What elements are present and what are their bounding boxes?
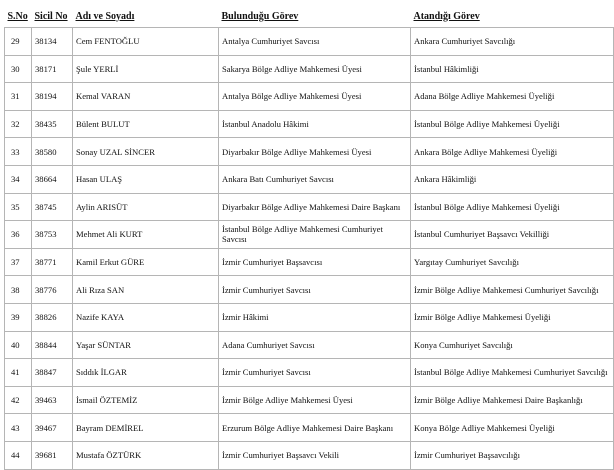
cell-current-position — [219, 276, 411, 304]
cell-sno-text: 31 — [11, 91, 20, 102]
cell-sno-text: 35 — [11, 201, 20, 212]
cell-sicil — [32, 110, 73, 138]
cell-appointed-position-text: İzmir Bölge Adliye Mahkemesi Cumhuriyet Savcılığı — [414, 284, 599, 295]
cell-sicil — [32, 331, 73, 359]
cell-sicil-text: 38776 — [35, 284, 57, 295]
cell-sno-text: 42 — [11, 395, 20, 406]
table-row — [5, 83, 614, 111]
table-row — [5, 414, 614, 442]
cell-name-text: Sonay UZAL SİNCER — [76, 146, 155, 157]
cell-sicil-text: 39463 — [35, 395, 57, 406]
cell-current-position — [219, 331, 411, 359]
cell-sno — [5, 83, 32, 111]
cell-sicil-text: 38753 — [35, 229, 57, 240]
cell-sicil-text: 38664 — [35, 174, 57, 185]
cell-current-position-text: İstanbul Anadolu Hâkimi — [222, 119, 309, 130]
cell-current-position-text: Ankara Batı Cumhuriyet Savcısı — [222, 174, 334, 185]
cell-sicil-text: 38771 — [35, 257, 57, 268]
table-row — [5, 110, 614, 138]
table-row — [5, 276, 614, 304]
cell-name — [73, 276, 219, 304]
cell-name-text: Sıddık İLGAR — [76, 367, 127, 378]
cell-sno-text: 38 — [11, 284, 20, 295]
cell-appointed-position-text: İzmir Cumhuriyet Başsavcılığı — [414, 450, 520, 461]
cell-sicil — [32, 193, 73, 221]
table-row — [5, 386, 614, 414]
cell-name-text: Cem FENTOĞLU — [76, 36, 140, 47]
cell-current-position — [219, 28, 411, 56]
cell-sno — [5, 221, 32, 249]
cell-appointed-position-text: İstanbul Cumhuriyet Başsavcı Vekilliği — [414, 229, 550, 240]
cell-current-position — [219, 110, 411, 138]
cell-name — [73, 110, 219, 138]
cell-sicil — [32, 138, 73, 166]
cell-appointed-position — [411, 28, 614, 56]
cell-current-position-text: Antalya Cumhuriyet Savcısı — [222, 36, 320, 47]
cell-name — [73, 221, 219, 249]
cell-sicil — [32, 359, 73, 387]
cell-sno-text: 39 — [11, 312, 20, 323]
cell-sicil-text: 38194 — [35, 91, 57, 102]
cell-sicil — [32, 83, 73, 111]
table-row — [5, 248, 614, 276]
cell-current-position-text: Antalya Bölge Adliye Mahkemesi Üyesi — [222, 91, 362, 102]
cell-current-position — [219, 303, 411, 331]
cell-current-position — [219, 83, 411, 111]
cell-current-position-text: Erzurum Bölge Adliye Mahkemesi Daire Başkanı — [222, 422, 394, 433]
cell-appointed-position — [411, 303, 614, 331]
cell-current-position — [219, 359, 411, 387]
cell-sicil — [32, 221, 73, 249]
cell-appointed-position — [411, 248, 614, 276]
cell-name-text: Bayram DEMİREL — [76, 422, 144, 433]
cell-appointed-position — [411, 110, 614, 138]
cell-name-text: Aylin ARISÜT — [76, 201, 128, 212]
cell-current-position-text: İzmir Cumhuriyet Başsavcı Vekili — [222, 450, 340, 461]
cell-appointed-position-text: Adana Bölge Adliye Mahkemesi Üyeliği — [414, 91, 555, 102]
cell-appointed-position-text: İzmir Bölge Adliye Mahkemesi Daire Başkanlığı — [414, 395, 583, 406]
cell-appointed-position-text: İstanbul Hâkimliği — [414, 63, 479, 74]
cell-sno — [5, 386, 32, 414]
cell-sno-text: 30 — [11, 63, 20, 74]
cell-name — [73, 193, 219, 221]
cell-sicil-text: 38171 — [35, 63, 57, 74]
cell-sno — [5, 28, 32, 56]
cell-appointed-position — [411, 359, 614, 387]
cell-sicil — [32, 28, 73, 56]
cell-name-text: İsmail ÖZTEMİZ — [76, 395, 138, 406]
cell-name — [73, 83, 219, 111]
cell-name-text: Kamil Erkut GÜRE — [76, 257, 145, 268]
cell-name — [73, 248, 219, 276]
cell-current-position-text: Adana Cumhuriyet Savcısı — [222, 339, 315, 350]
cell-sno-text: 43 — [11, 422, 20, 433]
cell-current-position-text: İzmir Cumhuriyet Savcısı — [222, 284, 311, 295]
cell-sicil — [32, 386, 73, 414]
cell-sno-text: 29 — [11, 36, 20, 47]
cell-current-position — [219, 386, 411, 414]
cell-sicil-text: 38745 — [35, 201, 57, 212]
cell-sno — [5, 165, 32, 193]
cell-current-position — [219, 193, 411, 221]
cell-name-text: Şule YERLİ — [76, 63, 119, 74]
cell-sicil-text: 38844 — [35, 339, 57, 350]
cell-sno — [5, 55, 32, 83]
cell-name — [73, 55, 219, 83]
header-appointed-position: Atandığı Görev — [413, 10, 480, 22]
cell-name — [73, 331, 219, 359]
cell-current-position — [219, 138, 411, 166]
cell-current-position — [219, 165, 411, 193]
appointments-table — [4, 5, 614, 470]
cell-appointed-position-text: İstanbul Bölge Adliye Mahkemesi Cumhuriyet Savcılığı — [414, 367, 608, 378]
cell-sicil-text: 38847 — [35, 367, 57, 378]
header-row — [5, 5, 614, 28]
header-current-position: Bulunduğu Görev — [221, 10, 299, 22]
cell-sicil-text: 39681 — [35, 450, 57, 461]
table-row — [5, 221, 614, 249]
cell-name — [73, 303, 219, 331]
table-row — [5, 165, 614, 193]
cell-sno-text: 44 — [11, 450, 20, 461]
cell-name — [73, 386, 219, 414]
cell-appointed-position — [411, 193, 614, 221]
cell-name — [73, 414, 219, 442]
cell-appointed-position — [411, 138, 614, 166]
cell-name-text: Nazife KAYA — [76, 312, 125, 323]
cell-name-text: Mehmet Ali KURT — [76, 229, 143, 240]
cell-sno-text: 33 — [11, 146, 20, 157]
table-body — [5, 28, 614, 470]
cell-appointed-position — [411, 165, 614, 193]
cell-appointed-position-text: İzmir Bölge Adliye Mahkemesi Üyeliği — [414, 312, 551, 323]
table-row — [5, 55, 614, 83]
cell-name-text: Mustafa ÖZTÜRK — [76, 450, 142, 461]
cell-sno-text: 34 — [11, 174, 20, 185]
cell-appointed-position-text: İstanbul Bölge Adliye Mahkemesi Üyeliği — [414, 201, 560, 212]
cell-current-position-text: Sakarya Bölge Adliye Mahkemesi Üyesi — [222, 63, 362, 74]
cell-name-text: Bülent BULUT — [76, 119, 130, 130]
cell-sicil — [32, 276, 73, 304]
cell-sicil — [32, 165, 73, 193]
cell-sicil — [32, 414, 73, 442]
header-sno: S.No — [7, 10, 28, 22]
cell-appointed-position — [411, 221, 614, 249]
cell-sicil — [32, 303, 73, 331]
cell-current-position-text: Diyarbakır Bölge Adliye Mahkemesi Üyesi — [222, 146, 372, 157]
table-row — [5, 193, 614, 221]
cell-sno — [5, 138, 32, 166]
cell-sicil-text: 38435 — [35, 119, 57, 130]
table-row — [5, 138, 614, 166]
cell-current-position — [219, 221, 411, 249]
cell-sno — [5, 193, 32, 221]
cell-name-text: Ali Rıza SAN — [76, 284, 125, 295]
cell-sno — [5, 414, 32, 442]
cell-sicil-text: 38580 — [35, 146, 57, 157]
cell-sno-text: 32 — [11, 119, 20, 130]
cell-current-position-text: İzmir Hâkimi — [222, 312, 269, 323]
cell-appointed-position — [411, 83, 614, 111]
cell-sno-text: 37 — [11, 257, 20, 268]
cell-appointed-position — [411, 386, 614, 414]
table-row — [5, 331, 614, 359]
cell-sno — [5, 276, 32, 304]
cell-sicil-text: 38134 — [35, 36, 57, 47]
cell-sno — [5, 248, 32, 276]
cell-sno-text: 40 — [11, 339, 20, 350]
cell-appointed-position-text: Ankara Hâkimliği — [414, 174, 477, 185]
cell-current-position-text: İstanbul Bölge Adliye Mahkemesi Cumhuriyet Savcısı — [222, 224, 383, 245]
cell-name — [73, 359, 219, 387]
cell-appointed-position — [411, 331, 614, 359]
cell-sno — [5, 331, 32, 359]
cell-sicil — [32, 55, 73, 83]
table-row — [5, 303, 614, 331]
cell-current-position — [219, 55, 411, 83]
cell-sno-text: 36 — [11, 229, 20, 240]
cell-name-text: Yaşar SÜNTAR — [76, 339, 132, 350]
table-row — [5, 359, 614, 387]
cell-current-position — [219, 248, 411, 276]
cell-sno-text: 41 — [11, 367, 20, 378]
table-row — [5, 28, 614, 56]
cell-name — [73, 28, 219, 56]
cell-name — [73, 165, 219, 193]
cell-sicil-text: 39467 — [35, 422, 57, 433]
cell-sicil — [32, 248, 73, 276]
cell-sicil-text: 38826 — [35, 312, 57, 323]
cell-sno — [5, 359, 32, 387]
cell-appointed-position — [411, 276, 614, 304]
header-name: Adı ve Soyadı — [75, 10, 135, 22]
cell-sno — [5, 110, 32, 138]
cell-appointed-position-text: Konya Bölge Adliye Mahkemesi Üyeliği — [414, 422, 555, 433]
cell-appointed-position-text: Ankara Cumhuriyet Savcılığı — [414, 36, 516, 47]
cell-name-text: Kemal VARAN — [76, 91, 131, 102]
cell-appointed-position-text: Yargıtay Cumhuriyet Savcılığı — [414, 257, 519, 268]
cell-sno — [5, 303, 32, 331]
cell-current-position-text: İzmir Bölge Adliye Mahkemesi Üyesi — [222, 395, 353, 406]
cell-current-position-text: İzmir Cumhuriyet Başsavcısı — [222, 257, 323, 268]
cell-appointed-position — [411, 414, 614, 442]
cell-current-position-text: İzmir Cumhuriyet Savcısı — [222, 367, 311, 378]
header-sicil: Sicil No — [34, 10, 68, 22]
cell-current-position — [219, 414, 411, 442]
cell-appointed-position — [411, 55, 614, 83]
cell-appointed-position-text: Konya Cumhuriyet Savcılığı — [414, 339, 513, 350]
cell-current-position-text: Diyarbakır Bölge Adliye Mahkemesi Daire Başkanı — [222, 201, 401, 212]
cell-appointed-position-text: Ankara Bölge Adliye Mahkemesi Üyeliği — [414, 146, 558, 157]
cell-name-text: Hasan ULAŞ — [76, 174, 123, 185]
cell-appointed-position-text: İstanbul Bölge Adliye Mahkemesi Üyeliği — [414, 119, 560, 130]
cell-name — [73, 138, 219, 166]
